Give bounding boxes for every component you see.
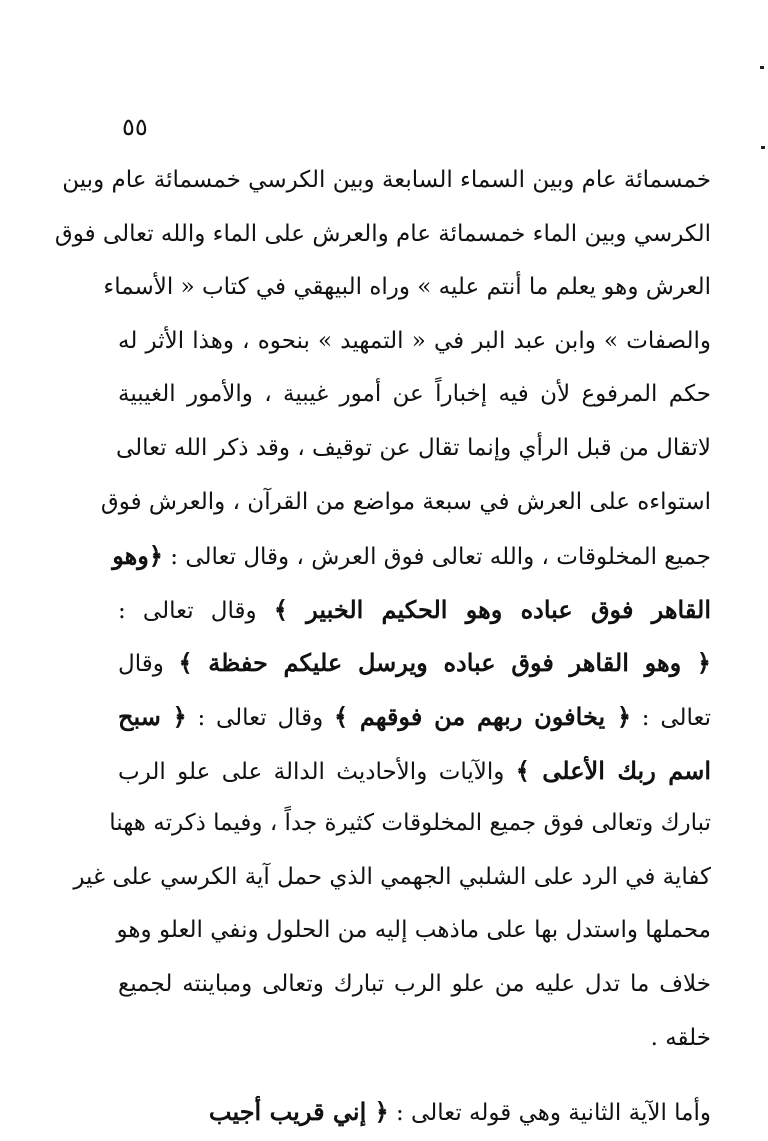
text-line xyxy=(109,797,711,851)
text-run: حكم المرفوع لأن فيه إخباراً عن أمور غيبية ، والأمور الغيبية xyxy=(118,381,711,408)
text-line xyxy=(73,851,711,905)
text-run: والصفات » وابن عبد البر في « التمهيد » بنحوه ، وهذا الأثر له xyxy=(118,327,711,354)
quran-quote: ﴿ سبح xyxy=(118,701,187,731)
text-line xyxy=(118,368,711,422)
text-run: استواءه على العرش في سبعة مواضع من القرآن ، والعرش فوق xyxy=(100,488,711,515)
quran-quote: اسم ربك الأعلى ﴾ xyxy=(515,755,712,785)
quran-quote: القاهر فوق عباده وهو الحكيم الخبير ﴾ xyxy=(273,594,711,624)
text-run: الكرسي وبين الماء خمسمائة عام والعرش على الماء والله تعالى فوق xyxy=(54,220,711,247)
text-run: وقال تعالى : xyxy=(118,597,274,624)
text-line xyxy=(54,208,711,262)
text-run: خمسمائة عام وبين السماء السابعة وبين الكرسي خمسمائة عام وبين xyxy=(62,167,711,193)
text-run: وقال xyxy=(118,651,179,678)
text-run: خلقه . xyxy=(650,1024,711,1051)
text-run: وقال تعالى : xyxy=(186,704,335,731)
text-line xyxy=(118,958,711,1012)
text-line xyxy=(118,904,711,958)
text-line xyxy=(112,529,711,583)
quran-quote: ﴿ يخافون ربهم من فوقهم ﴾ xyxy=(334,701,632,731)
text-run: وأما الآية الثانية وهي قوله تعالى : xyxy=(388,1100,711,1127)
text-line xyxy=(118,636,711,690)
text-run: لاتقال من قبل الرأي وإنما تقال عن توقيف ، وقد ذكر الله تعالى xyxy=(116,434,711,461)
quran-quote: ﴿ إني قريب أجيب xyxy=(208,1097,389,1127)
quran-quote: ﴿ وهو القاهر فوق عباده ويرسل عليكم حفظة ﴾ xyxy=(178,648,711,678)
text-run: تبارك وتعالى فوق جميع المخلوقات كثيرة جداً ، وفيما ذكرته ههنا xyxy=(109,810,711,837)
text-run: خلاف ما تدل عليه من علو الرب تبارك وتعالى ومباينته لجميع xyxy=(118,970,711,997)
text-line xyxy=(118,422,711,476)
scan-mark xyxy=(760,66,764,69)
text-run: تعالى : xyxy=(631,704,711,731)
body-text xyxy=(54,154,712,1139)
text-line xyxy=(118,583,711,637)
text-run: كفاية في الرد على الشلبي الجهمي الذي حمل آية الكرسي على غير xyxy=(73,863,711,890)
text-line xyxy=(118,1012,711,1066)
text-run: العرش وهو يعلم ما أنتم عليه » وراه البيهقي في كتاب « الأسماء xyxy=(103,274,711,301)
scan-mark xyxy=(761,146,765,149)
text-run: جميع المخلوقات ، والله تعالى فوق العرش ، وقال تعالى : xyxy=(162,544,711,571)
text-run: محملها واستدل بها على ماذهب إليه من الحلول ونفي العلو وهو xyxy=(116,917,711,944)
text-line xyxy=(100,476,711,530)
text-line xyxy=(118,1085,711,1139)
text-line xyxy=(103,261,711,315)
text-line xyxy=(62,154,711,208)
text-run: والآيات والأحاديث الدالة على علو الرب xyxy=(118,758,516,785)
quran-quote: ﴿وهو xyxy=(112,541,163,571)
page-number: ٥٥ xyxy=(122,113,148,141)
text-line xyxy=(118,315,711,369)
text-line xyxy=(118,690,711,744)
text-line xyxy=(118,744,711,798)
